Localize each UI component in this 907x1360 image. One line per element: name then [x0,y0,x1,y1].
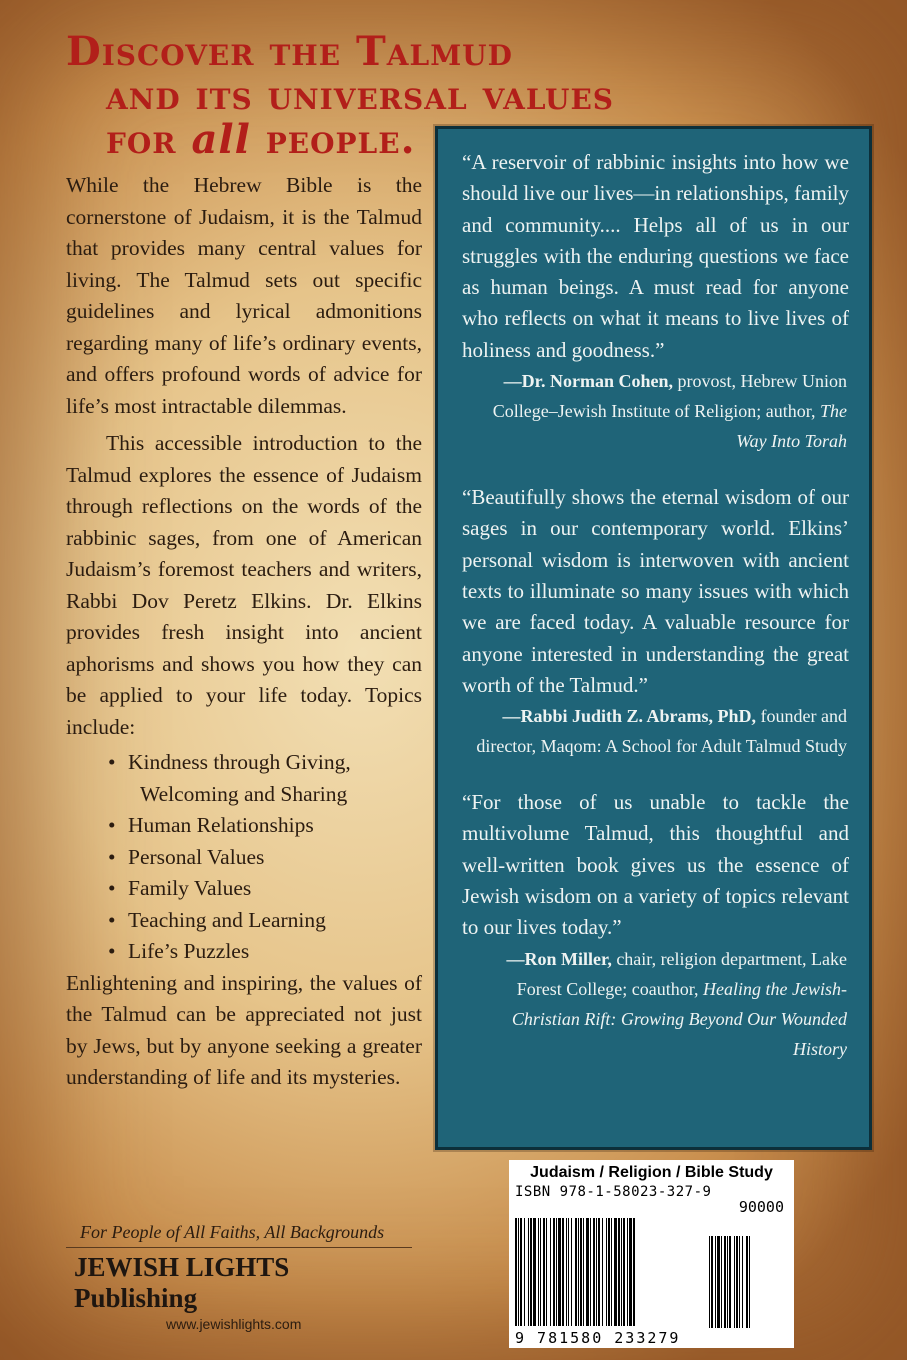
praise-attribution-2 [462,701,847,761]
topic-item: • Family Values [108,873,422,905]
praise-quote-1: “A reservoir of rabbinic insights into how we should live our lives—in relationships, family and community.... Helps all of us in our struggles with the enduring questions we face as human beings. A must read for anyone who reflects on what it means to live lives of holiness and goodness.” [462,150,849,362]
topic-label-continued: Welcoming and Sharing [140,781,348,806]
praise-panel [435,126,872,1150]
barcode [515,1216,788,1328]
price-code: 90000 [738,1198,784,1216]
barcode-box [509,1160,794,1348]
topics-list [66,747,422,968]
praise-attribution-3 [462,944,847,1064]
praise-author-1: —Dr. Norman Cohen, [503,371,674,392]
publisher-name: JEWISH LIGHTS Publishing [74,1252,290,1313]
praise-work-3: Healing the Jewish-Christian Rift: Growing Beyond Our Wounded History [511,978,847,1059]
description-paragraph-1: While the Hebrew Bible is the cornerstone of Judaism, it is the Talmud that provides many central values for living. The Talmud sets out specific guidelines and lyrical admonitions regarding many of life’s ordinary events, and offers profound words of advice for life’s most intractable dilemmas. [66,173,422,418]
praise-author-2: —Rabbi Judith Z. Abrams, PhD, [502,706,757,727]
praise-quote-3: “For those of us unable to tackle the multivolume Talmud, this thoughtful and well-written book gives us the essence of Jewish wisdom on a variety of topics relevant to our lives today.” [462,790,849,940]
barcode-bars-addon [709,1236,779,1328]
description-paragraph-2: This accessible introduction to the Talmud explores the essence of Judaism through reflections on the words of the rabbinic sages, from one of American Judaism’s foremost teachers and writers, Rabbi Dov Peretz Elkins. Dr. Elkins provides fresh insight into ancient aphorisms and shows you how they can be applied to your life today. Topics include: [66,431,422,739]
topic-label: Kindness through Giving, [128,750,351,774]
description-paragraph-3: Enlightening and inspiring, the values of the Talmud can be appreciated not just by Jews, but by anyone seeking a greater understanding of life and its mysteries. [66,970,422,1089]
barcode-bar [635,1218,636,1326]
topic-item: • Personal Values [108,842,422,874]
topic-item: • Teaching and Learning [108,905,422,937]
publisher-footer [66,1222,412,1332]
praise-role-2: founder and director, Maqom: A School for Adult Talmud Study [476,706,847,757]
headline-emphasis: all [191,116,251,163]
headline-line-3-prefix: for [106,116,192,163]
barcode-digits: 9 781580 233279 [515,1329,681,1347]
headline-line-2: and its universal values [106,72,615,119]
barcode-bars-main [515,1218,701,1326]
tagline: For People of All Faiths, All Backgrounds [66,1222,412,1248]
barcode-category: Judaism / Religion / Bible Study [530,1164,773,1181]
publisher-website: www.jewishlights.com [166,1316,302,1332]
book-description [66,170,422,1094]
praise-attribution-1 [462,366,847,456]
praise-role-3: chair, religion department, Lake Forest College; coauthor, [516,948,847,999]
praise-work-1: The Way Into Torah [736,401,847,452]
barcode-bar [749,1236,750,1328]
topic-item [108,747,422,810]
praise-author-3: —Ron Miller, [506,948,612,969]
praise-role-1: provost, Hebrew Union College–Jewish Institute of Religion; author, [492,371,847,422]
praise-quote-2: “Beautifully shows the eternal wisdom of our sages in our contemporary world. Elkins’ personal wisdom is interwoven with ancient texts to illuminate so many issues with which we are faced today. A valuable resource for anyone interested in understanding the great worth of the Talmud.” [462,485,849,697]
headline-line-3-suffix: people. [250,116,416,163]
isbn-text: ISBN 978-1-58023-327-9 [515,1184,712,1200]
topic-item: • Life’s Puzzles [108,936,422,968]
topic-item: • Human Relationships [108,810,422,842]
headline-line-1: Discover the Talmud [66,28,513,75]
